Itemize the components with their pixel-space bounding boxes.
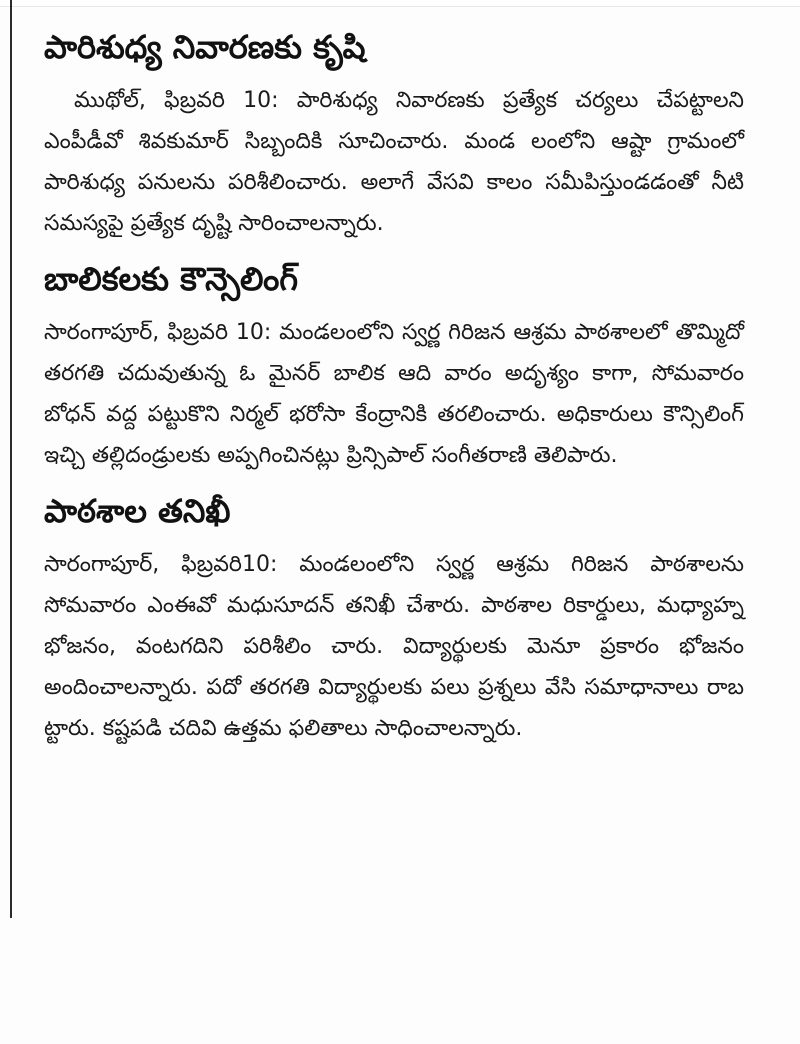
article-school-inspection [44,482,744,749]
article-headline: బాలికలకు కౌన్సెలింగ్ [44,260,299,298]
top-edge [0,0,800,7]
article-body: సారంగాపూర్, ఫిబ్రవరి10: మండలంలోని స్వర్ణ ఆశ్రమ గిరిజన పాఠశాలను సోమవారం ఎంఈవో మధుసూదన్ తనిఖీ చేశారు. పాఠశాల రికార్డులు, మధ్యాహ్న భోజనం, వంటగదిని పరిశీలిం చారు. విద్యార్థులకు మెనూ ప్రకారం భోజనం అందించాలన్నారు. పదో తరగతి విద్యార్థులకు పలు ప్రశ్నలు వేసి సమాధానాలు రాబ ట్టారు. కష్టపడి చదివి ఉత్తమ ఫలితాలు సాధించాలన్నారు. [44,552,744,741]
article-headline: పారిశుధ్య నివారణకు కృషి [44,28,366,66]
article-body: ముథోల్, ఫిబ్రవరి 10: పారిశుధ్య నివారణకు ప్రత్యేక చర్యలు చేపట్టాలని ఎంపీడీవో శివకుమార్ సిబ్బందికి సూచించారు. మండ లంలోని ఆష్టా గ్రామంలో పారిశుధ్య పనులను పరిశీలించారు. అలాగే వేసవి కాలం సమీపిస్తుండడంతో నీటి సమస్యపై ప్రత్యేక దృష్టి సారించాలన్నారు. [44,88,744,236]
article-body: సారంగాపూర్, ఫిబ్రవరి 10: మండలంలోని స్వర్ణ గిరిజన ఆశ్రమ పాఠశాలలో తొమ్మిదో తరగతి చదువుతున్న ఓ మైనర్ బాలిక ఆది వారం అదృశ్యం కాగా, సోమవారం బోధన్ వద్ద పట్టుకొని నిర్మల్ భరోసా కేంద్రానికి తరలించారు. అధికారులు కౌన్సిలింగ్ ఇచ్చి తల్లిదండ్రులకు అప్పగించినట్లు ప్రిన్సిపాల్ సంగీతరాణి తెలిపారు. [44,320,744,468]
article-headline: పాఠశాల తనిఖీ [44,492,231,530]
article-sanitation [44,18,744,244]
news-column [44,18,744,755]
article-counselling [44,250,744,476]
column-divider [10,0,12,918]
